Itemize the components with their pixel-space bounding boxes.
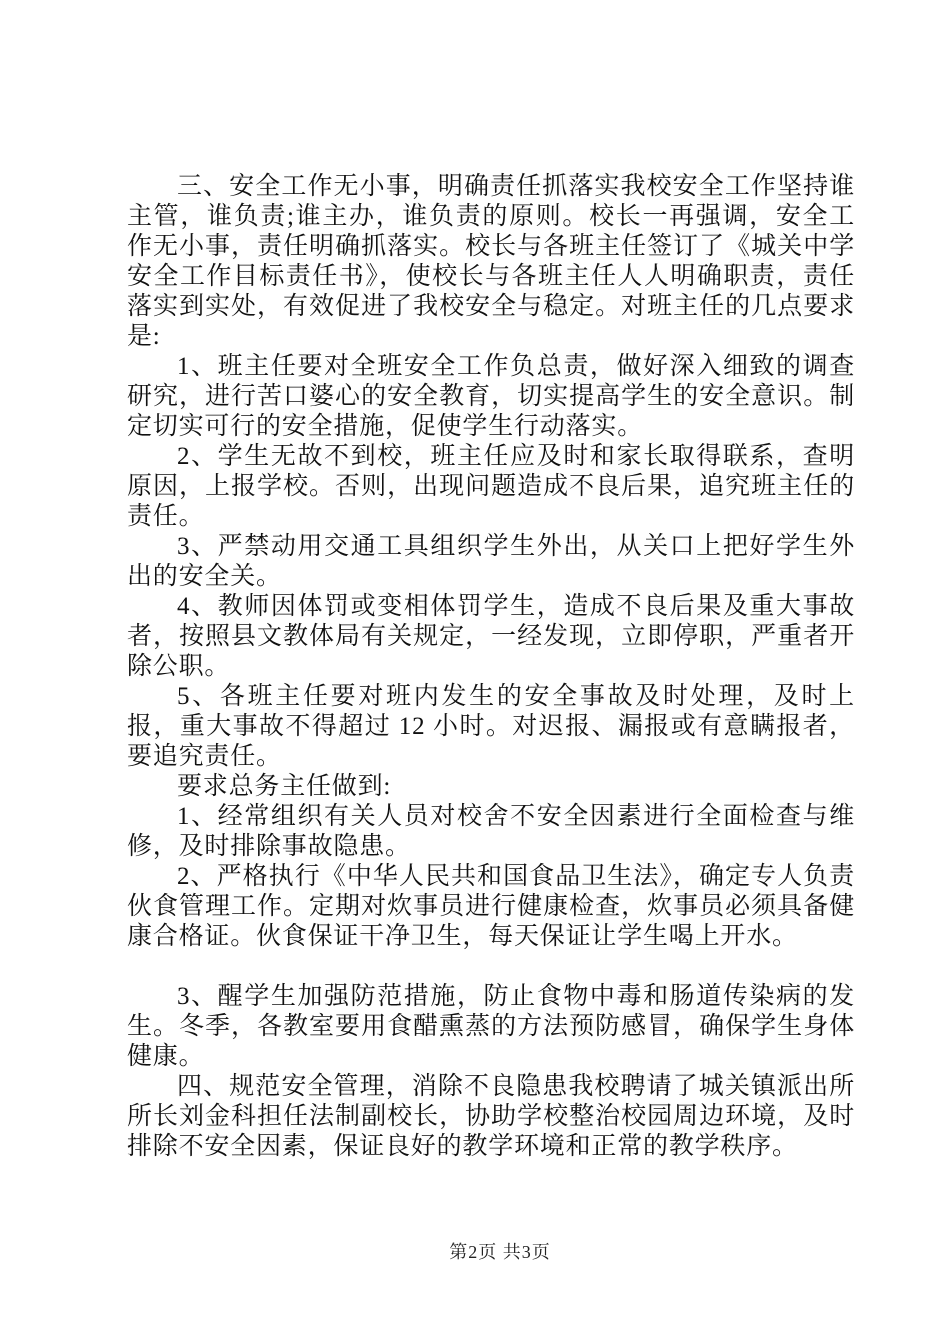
paragraph-general-affairs-heading: 要求总务主任做到:: [177, 773, 392, 800]
paragraph-section-three: 三、安全工作无小事，明确责任抓落实我校安全工作坚持谁主管，谁负责;谁主办，谁负责的原则。校长一再强调，安全工作无小事，责任明确抓落实。校长与各班主任签订了《城关中学安全工作目标责任书》，使校长与各班主任人人明确职责，责任落实到实处，有效促进了我校安全与稳定。对班主任的几点要求是:: [127, 173, 855, 350]
paragraph-class-teacher-rule-1: 1、班主任要对全班安全工作负总责，做好深入细致的调查研究，进行苦口婆心的安全教育，切实提高学生的安全意识。制定切实可行的安全措施，促使学生行动落实。: [127, 353, 855, 440]
paragraph-class-teacher-rule-3: 3、严禁动用交通工具组织学生外出，从关口上把好学生外出的安全关。: [127, 533, 855, 590]
paragraph-class-teacher-rule-5: 5、各班主任要对班内发生的安全事故及时处理，及时上报，重大事故不得超过 12 小时。对迟报、漏报或有意瞒报者，要追究责任。: [127, 683, 855, 770]
paragraph-general-affairs-rule-2: 2、严格执行《中华人民共和国食品卫生法》，确定专人负责伙食管理工作。定期对炊事员进行健康检查，炊事员必须具备健康合格证。伙食保证干净卫生，每天保证让学生喝上开水。: [127, 863, 855, 950]
paragraph-class-teacher-rule-4: 4、教师因体罚或变相体罚学生，造成不良后果及重大事故者，按照县文教体局有关规定，一经发现，立即停职，严重者开除公职。: [127, 593, 855, 680]
paragraph-class-teacher-rule-2: 2、学生无故不到校，班主任应及时和家长取得联系，查明原因，上报学校。否则，出现问题造成不良后果，追究班主任的责任。: [127, 443, 855, 530]
paragraph-general-affairs-rule-3: 3、醒学生加强防范措施，防止食物中毒和肠道传染病的发生。冬季，各教室要用食醋熏蒸的方法预防感冒，确保学生身体健康。: [127, 983, 855, 1070]
paragraph-section-four: 四、规范安全管理，消除不良隐患我校聘请了城关镇派出所所长刘金科担任法制副校长，协助学校整治校园周边环境，及时排除不安全因素，保证良好的教学环境和正常的教学秩序。: [127, 1073, 855, 1160]
paragraph-general-affairs-rule-1: 1、经常组织有关人员对校舍不安全因素进行全面检查与维修，及时排除事故隐患。: [127, 803, 855, 860]
page-number-footer: 第2页 共3页: [449, 1242, 551, 1262]
document-body: [127, 172, 855, 1162]
